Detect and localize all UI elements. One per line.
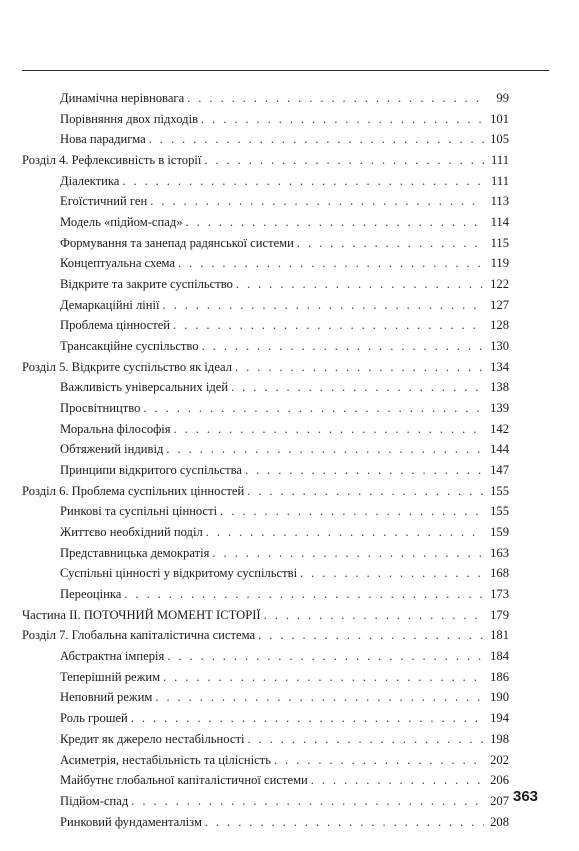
toc-entry-title: Концептуальна схема [60, 256, 176, 271]
toc-entry [22, 460, 509, 481]
toc-entry-page: 179 [490, 607, 509, 622]
toc-entry-title: Роль грошей [60, 711, 128, 726]
dot-leader [178, 253, 484, 274]
toc-entry-title: Асиметрія, нестабільність та цілісність [60, 752, 271, 767]
toc-entry-title: Абстрактна імперія [60, 649, 165, 664]
toc-entry-page: 208 [490, 814, 509, 829]
toc-entry-page: 119 [490, 256, 509, 271]
dot-leader [187, 88, 484, 109]
toc-entry-title: Діалектика [60, 173, 120, 188]
toc-entry-title: Життєво необхідний поділ [60, 525, 203, 540]
toc-entry [22, 191, 509, 212]
toc-entry-page: 105 [490, 132, 509, 147]
toc-entry [22, 750, 509, 771]
toc-entry-title: Теперішній режим [60, 669, 161, 684]
toc-section-entry [22, 150, 509, 171]
toc-entry [22, 233, 509, 254]
dot-leader [245, 460, 484, 481]
toc-entry [22, 522, 509, 543]
toc-entry-page: 99 [496, 91, 509, 105]
toc-entry [22, 708, 509, 729]
toc-entry [22, 646, 509, 667]
dot-leader [235, 357, 484, 378]
toc-entry [22, 729, 509, 750]
toc-section-entry [22, 357, 509, 378]
toc-entry [22, 171, 509, 192]
toc-entry-title: Принципи відкритого суспільства [60, 463, 242, 478]
dot-leader [300, 563, 484, 584]
dot-leader [236, 274, 484, 295]
toc-entry-page: 142 [490, 421, 509, 436]
toc-entry [22, 398, 509, 419]
toc-entry [22, 791, 509, 812]
toc-entry-title: Ринковий фундаменталізм [60, 814, 202, 829]
dot-leader [202, 336, 484, 357]
toc-entry-page: 155 [490, 483, 509, 498]
toc-entry [22, 770, 509, 791]
toc-entry [22, 563, 509, 584]
toc-entry [22, 336, 509, 357]
toc-entry-page: 202 [490, 752, 509, 767]
toc-entry-title: Формування та занепад радянської системи [60, 235, 294, 250]
toc-entry-page: 163 [490, 545, 509, 560]
dot-leader [143, 398, 484, 419]
toc-section-entry [22, 481, 509, 502]
toc-entry-page: 159 [490, 525, 509, 540]
dot-leader [186, 212, 484, 233]
toc-entry-page: 128 [490, 318, 509, 333]
dot-leader [122, 171, 484, 192]
dot-leader [204, 150, 484, 171]
toc-entry-page: 113 [490, 194, 509, 209]
toc-entry-title: Просвітництво [60, 401, 141, 416]
toc-entry-title: Кредит як джерело нестабільності [60, 731, 245, 746]
toc-entry-title: Важливість універсальних ідей [60, 380, 229, 395]
dot-leader [205, 812, 484, 833]
toc-entry-title: Нова парадигма [60, 132, 146, 147]
toc-entry [22, 501, 509, 522]
toc-entry [22, 315, 509, 336]
toc-entry-page: 155 [490, 504, 509, 519]
dot-leader [297, 233, 484, 254]
dot-leader [220, 501, 484, 522]
toc-entry-title: Суспільні цінності у відкритому суспільстві [60, 566, 298, 581]
toc-entry-page: 173 [490, 587, 509, 602]
toc-entry-title: Підйом-спад [60, 793, 129, 808]
toc-entry-title: Неповний режим [60, 690, 153, 705]
toc-entry-page: 130 [490, 339, 509, 354]
toc-entry-page: 101 [490, 111, 509, 126]
toc-entry-title: Порівняння двох підходів [60, 111, 199, 126]
toc-entry-title: Обтяжений індивід [60, 442, 164, 457]
toc-entry-title: Розділ 7. Глобальна капіталістична система [22, 628, 256, 643]
dot-leader [311, 770, 484, 791]
toc-entry-title: Проблема цінностей [60, 318, 171, 333]
dot-leader [231, 377, 484, 398]
dot-leader [173, 315, 484, 336]
dot-leader [167, 646, 484, 667]
toc-entry-page: 144 [490, 442, 509, 457]
toc-entry-page: 190 [490, 690, 509, 705]
toc-entry-title: Динамічна нерівновага [60, 91, 185, 105]
toc-entry [22, 667, 509, 688]
toc-entry-page: 111 [491, 153, 509, 168]
dot-leader [212, 543, 484, 564]
toc-entry-page: 168 [490, 566, 509, 581]
toc-entry [22, 377, 509, 398]
dot-leader [150, 191, 484, 212]
toc-section-entry [22, 605, 509, 626]
dot-leader [248, 729, 485, 750]
page-number: 363 [513, 788, 539, 805]
toc-entry-page: 127 [490, 297, 509, 312]
toc-entry-page: 122 [490, 277, 509, 292]
toc-entry-page: 134 [490, 359, 509, 374]
dot-leader [124, 584, 484, 605]
toc-entry-page: 147 [490, 463, 509, 478]
toc-entry-page: 111 [491, 173, 509, 188]
toc-entry [22, 812, 509, 833]
toc-entry-title: Моральна філософія [60, 421, 171, 436]
dot-leader [264, 605, 484, 626]
toc-entry-title: Ринкові та суспільні цінності [60, 504, 218, 519]
toc-entry-title: Модель «підйом-спад» [60, 215, 183, 230]
toc-entry-page: 114 [490, 215, 509, 230]
toc-entry [22, 253, 509, 274]
dot-leader [131, 791, 484, 812]
toc-entry-title: Представницька демократія [60, 545, 210, 560]
toc-entry-title: Відкрите та закрите суспільство [60, 277, 233, 292]
toc-entry-page: 139 [490, 401, 509, 416]
toc-entry-title: Розділ 6. Проблема суспільних цінностей [22, 483, 245, 498]
toc-entry-page: 115 [490, 235, 509, 250]
dot-leader [247, 481, 484, 502]
dot-leader [274, 750, 484, 771]
table-of-contents [22, 88, 509, 832]
toc-entry-title: Розділ 4. Рефлексивність в історії [22, 153, 202, 168]
toc-section-entry [22, 625, 509, 646]
toc-entry [22, 88, 509, 109]
toc-entry [22, 274, 509, 295]
dot-leader [155, 687, 484, 708]
toc-entry [22, 687, 509, 708]
toc-entry-title: Трансакційне суспільство [60, 339, 199, 354]
dot-leader [131, 708, 484, 729]
toc-entry-page: 181 [490, 628, 509, 643]
dot-leader [163, 295, 484, 316]
toc-entry-page: 186 [490, 669, 509, 684]
toc-entry-title: Майбутнє глобальної капіталістичної системи [60, 773, 308, 788]
dot-leader [149, 129, 484, 150]
toc-entry-title: Переоцінка [60, 587, 122, 602]
toc-entry-page: 138 [490, 380, 509, 395]
toc-entry [22, 212, 509, 233]
header-rule [22, 70, 549, 71]
toc-entry [22, 109, 509, 130]
toc-entry-title: Розділ 5. Відкрите суспільство як ідеал [22, 359, 233, 374]
dot-leader [201, 109, 484, 130]
toc-entry-page: 194 [490, 711, 509, 726]
toc-entry [22, 419, 509, 440]
toc-entry [22, 584, 509, 605]
toc-entry [22, 129, 509, 150]
toc-entry-title: Демаркаційні лінії [60, 297, 160, 312]
dot-leader [206, 522, 484, 543]
dot-leader [174, 419, 484, 440]
dot-leader [163, 667, 484, 688]
toc-entry-page: 198 [490, 731, 509, 746]
toc-entry-title: Егоїстичний ген [60, 194, 148, 209]
dot-leader [258, 625, 484, 646]
toc-entry-page: 207 [490, 793, 509, 808]
dot-leader [166, 439, 484, 460]
toc-entry [22, 439, 509, 460]
toc-entry [22, 295, 509, 316]
toc-entry-page: 206 [490, 773, 509, 788]
toc-entry-title: Частина II. ПОТОЧНИЙ МОМЕНТ ІСТОРІЇ [22, 607, 261, 622]
toc-entry [22, 543, 509, 564]
toc-entry-page: 184 [490, 649, 509, 664]
